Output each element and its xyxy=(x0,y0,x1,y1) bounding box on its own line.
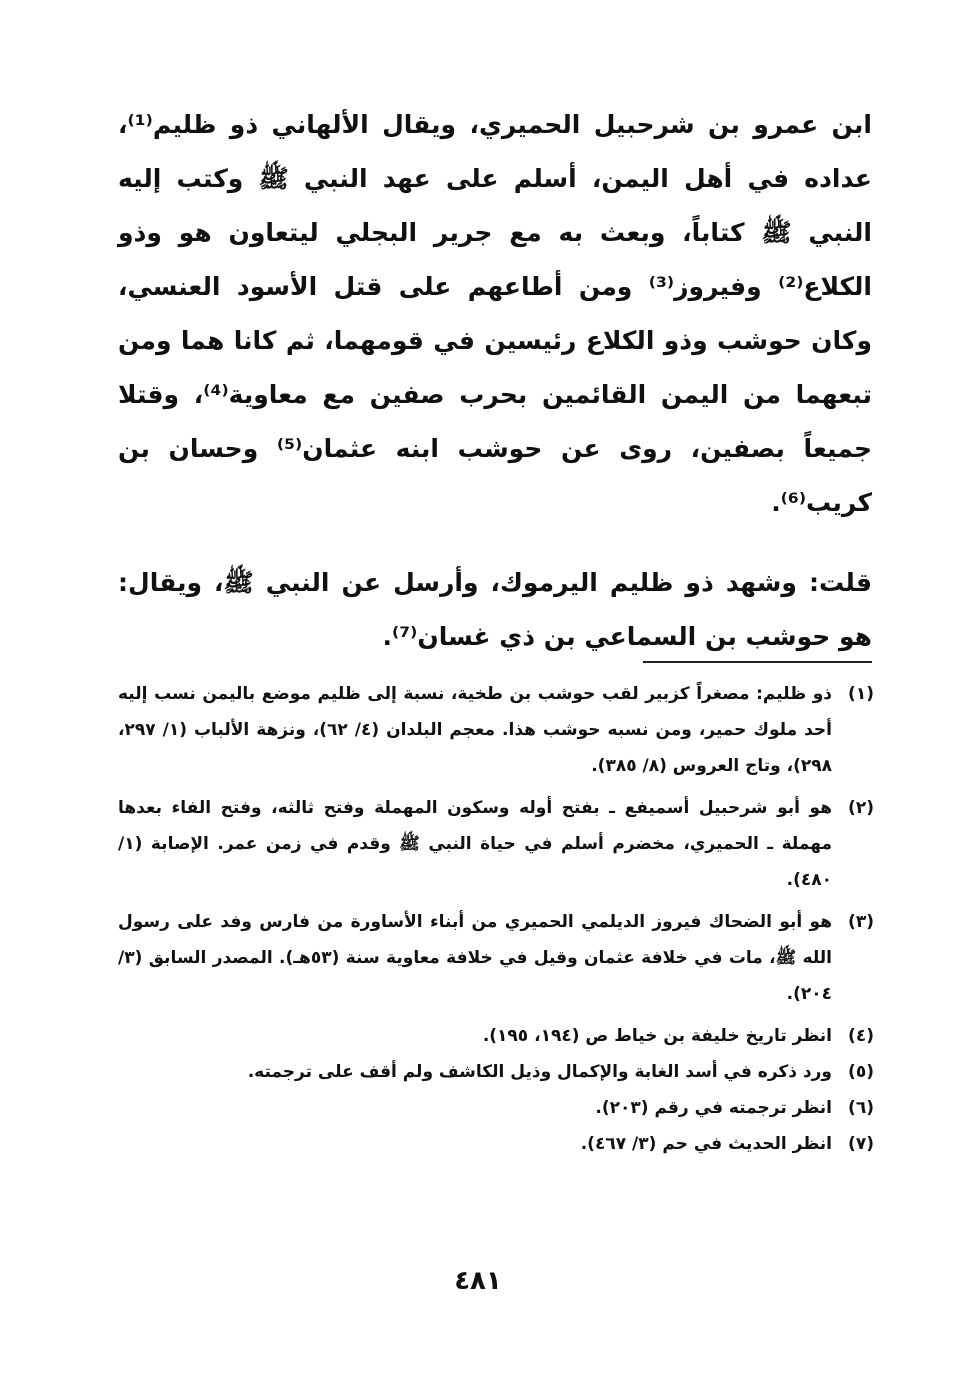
footnote-text: هو أبو شرحبيل أسميفع ـ بفتح أوله وسكون المهملة وفتح ثالثه، وفتح الفاء بعدها مهملة ـ الحميري، مخضرم أسلم في حياة النبي ﷺ وقدم في زمن عمر. الإصابة (١/ ٤٨٠). xyxy=(118,798,832,890)
footnote-number: (٦) xyxy=(848,1098,874,1118)
footnote-4 xyxy=(118,1018,874,1054)
body-paragraph-2: قلت: وشهد ذو ظليم اليرموك، وأرسل عن النبي ﷺ، ويقال: هو حوشب بن السماعي بن ذي غسان⁽⁷⁾. xyxy=(118,568,872,651)
footnote-text: انظر الحديث في حم (٣/ ٤٦٧). xyxy=(580,1134,832,1154)
footnote-number: (٥) xyxy=(848,1062,874,1082)
footnote-3 xyxy=(118,904,874,1012)
footnote-2 xyxy=(118,790,874,898)
body-paragraph-1: ابن عمرو بن شرحبيل الحميري، ويقال الألهاني ذو ظليم⁽¹⁾، عداده في أهل اليمن، أسلم على عهد النبي ﷺ وكتب إليه النبي ﷺ كتاباً، وبعث به مع جرير البجلي ليتعاون هو وذو الكلاع⁽²⁾ وفيروز⁽³⁾ ومن أطاعهم على قتل الأسود العنسي، وكان حوشب وذو الكلاع رئيسين في قومهما، ثم كانا هما ومن تبعهما من اليمن القائمين بحرب صفين مع معاوية⁽⁴⁾، وقتلا جميعاً بصفين، روى عن حوشب ابنه عثمان⁽⁵⁾ وحسان بن كريب⁽⁶⁾. xyxy=(118,110,873,517)
footnotes xyxy=(118,676,874,1162)
footnote-text: ذو ظليم: مصغراً كزبير لقب حوشب بن طخية، نسبة إلى ظليم موضع باليمن نسب إليه أحد ملوك حمير، ومن نسبه حوشب هذا. معجم البلدان (٤/ ٦٢)، ونزهة الألباب (١/ ٢٩٧، ٢٩٨)، وتاج العروس (٨/ ٣٨٥). xyxy=(118,684,832,776)
footnote-7 xyxy=(118,1126,874,1162)
footnote-text: هو أبو الضحاك فيروز الديلمي الحميري من أبناء الأساورة من فارس وفد على رسول الله ﷺ، مات في خلافة عثمان وقيل في خلافة معاوية سنة (٥٣هـ). المصدر السابق (٣/ ٢٠٤). xyxy=(118,912,832,1004)
footnote-number: (٢) xyxy=(848,798,874,818)
footnote-number: (٣) xyxy=(848,912,874,932)
footnote-number: (١) xyxy=(848,684,874,704)
footnote-separator xyxy=(643,661,872,663)
page-number: ٤٨١ xyxy=(454,1266,502,1296)
footnote-text: انظر تاريخ خليفة بن خياط ص (١٩٤، ١٩٥). xyxy=(482,1026,832,1046)
main-text xyxy=(118,98,872,664)
footnote-1 xyxy=(118,676,874,784)
footnote-text: انظر ترجمته في رقم (٢٠٣). xyxy=(595,1098,832,1118)
footnote-number: (٧) xyxy=(848,1134,874,1154)
footnote-number: (٤) xyxy=(848,1026,874,1046)
footnote-5 xyxy=(118,1054,874,1090)
footnote-text: ورد ذكره في أسد الغابة والإكمال وذيل الكاشف ولم أقف على ترجمته. xyxy=(247,1062,832,1082)
footnote-6 xyxy=(118,1090,874,1126)
